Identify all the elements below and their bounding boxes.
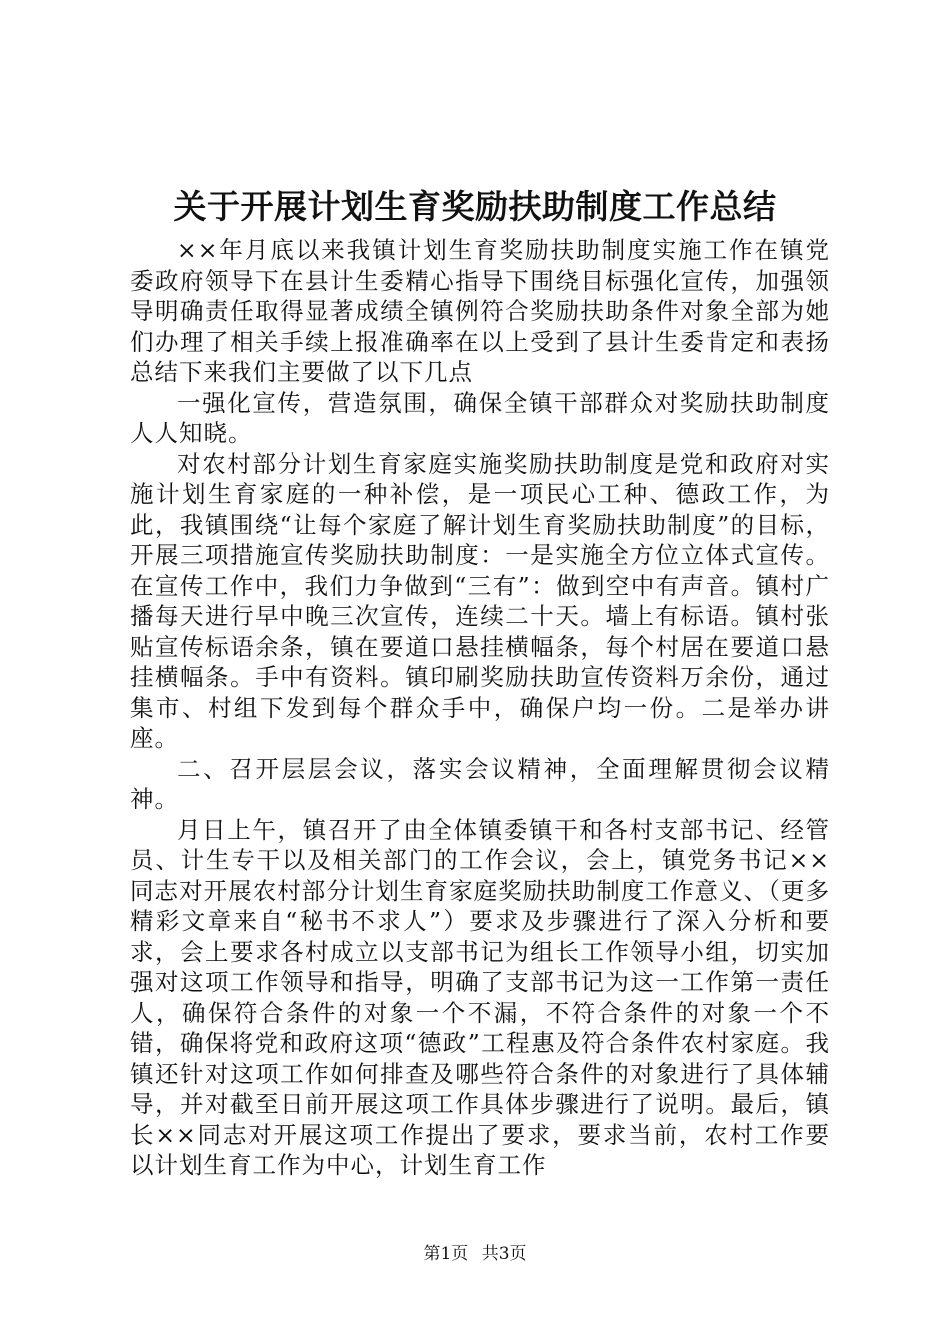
page-footer <box>0 1243 950 1265</box>
page-total: 共3页 <box>481 1244 527 1264</box>
page-number: 第1页 <box>423 1244 469 1264</box>
paragraph: 一强化宣传，营造氛围，确保全镇干部群众对奖励扶助制度人人知晓。 <box>130 388 830 447</box>
paragraph: 二、召开层层会议，落实会议精神，全面理解贯彻会议精神。 <box>130 754 830 813</box>
document-title: 关于开展计划生育奖励扶助制度工作总结 <box>173 187 777 226</box>
paragraph: ××年月底以来我镇计划生育奖励扶助制度实施工作在镇党委政府领导下在县计生委精心指导下围绕目标强化宣传，加强领导明确责任取得显著成绩全镇例符合奖励扶助条件对象全部为她们办理了相关手续上报准确率在以上受到了县计生委肯定和表扬总结下来我们主要做了以下几点 <box>130 236 830 386</box>
document-body <box>130 235 830 1181</box>
paragraph: 月日上午，镇召开了由全体镇委镇干和各村支部书记、经管员、计生专干以及相关部门的工作会议，会上，镇党务书记××同志对开展农村部分计划生育家庭奖励扶助制度工作意义、（更多精彩文章来自“秘书不求人”）要求及步骤进行了深入分析和要求，会上要求各村成立以支部书记为组长工作领导小组，切实加强对这项工作领导和指导，明确了支部书记为这一工作第一责任人，确保符合条件的对象一个不漏，不符合条件的对象一个不错，确保将党和政府这项“德政”工程惠及符合条件农村家庭。我镇还针对这项工作如何排查及哪些符合条件的对象进行了具体辅导，并对截至日前开展这项工作具体步骤进行了说明。最后，镇长××同志对开展这项工作提出了要求，要求当前，农村工作要以计划生育工作为中心，计划生育工作 <box>130 815 830 1179</box>
paragraph: 对农村部分计划生育家庭实施奖励扶助制度是党和政府对实施计划生育家庭的一种补偿，是一项民心工种、德政工作，为此，我镇围绕“让每个家庭了解计划生育奖励扶助制度”的目标，开展三项措施宣传奖励扶助制度：一是实施全方位立体式宣传。在宣传工作中，我们力争做到“三有”：做到空中有声音。镇村广播每天进行早中晚三次宣传，连续二十天。墙上有标语。镇村张贴宣传标语余条，镇在要道口悬挂横幅条，每个村居在要道口悬挂横幅条。手中有资料。镇印刷奖励扶助宣传资料万余份，通过集市、村组下发到每个群众手中，确保户均一份。二是举办讲座。 <box>130 449 830 752</box>
